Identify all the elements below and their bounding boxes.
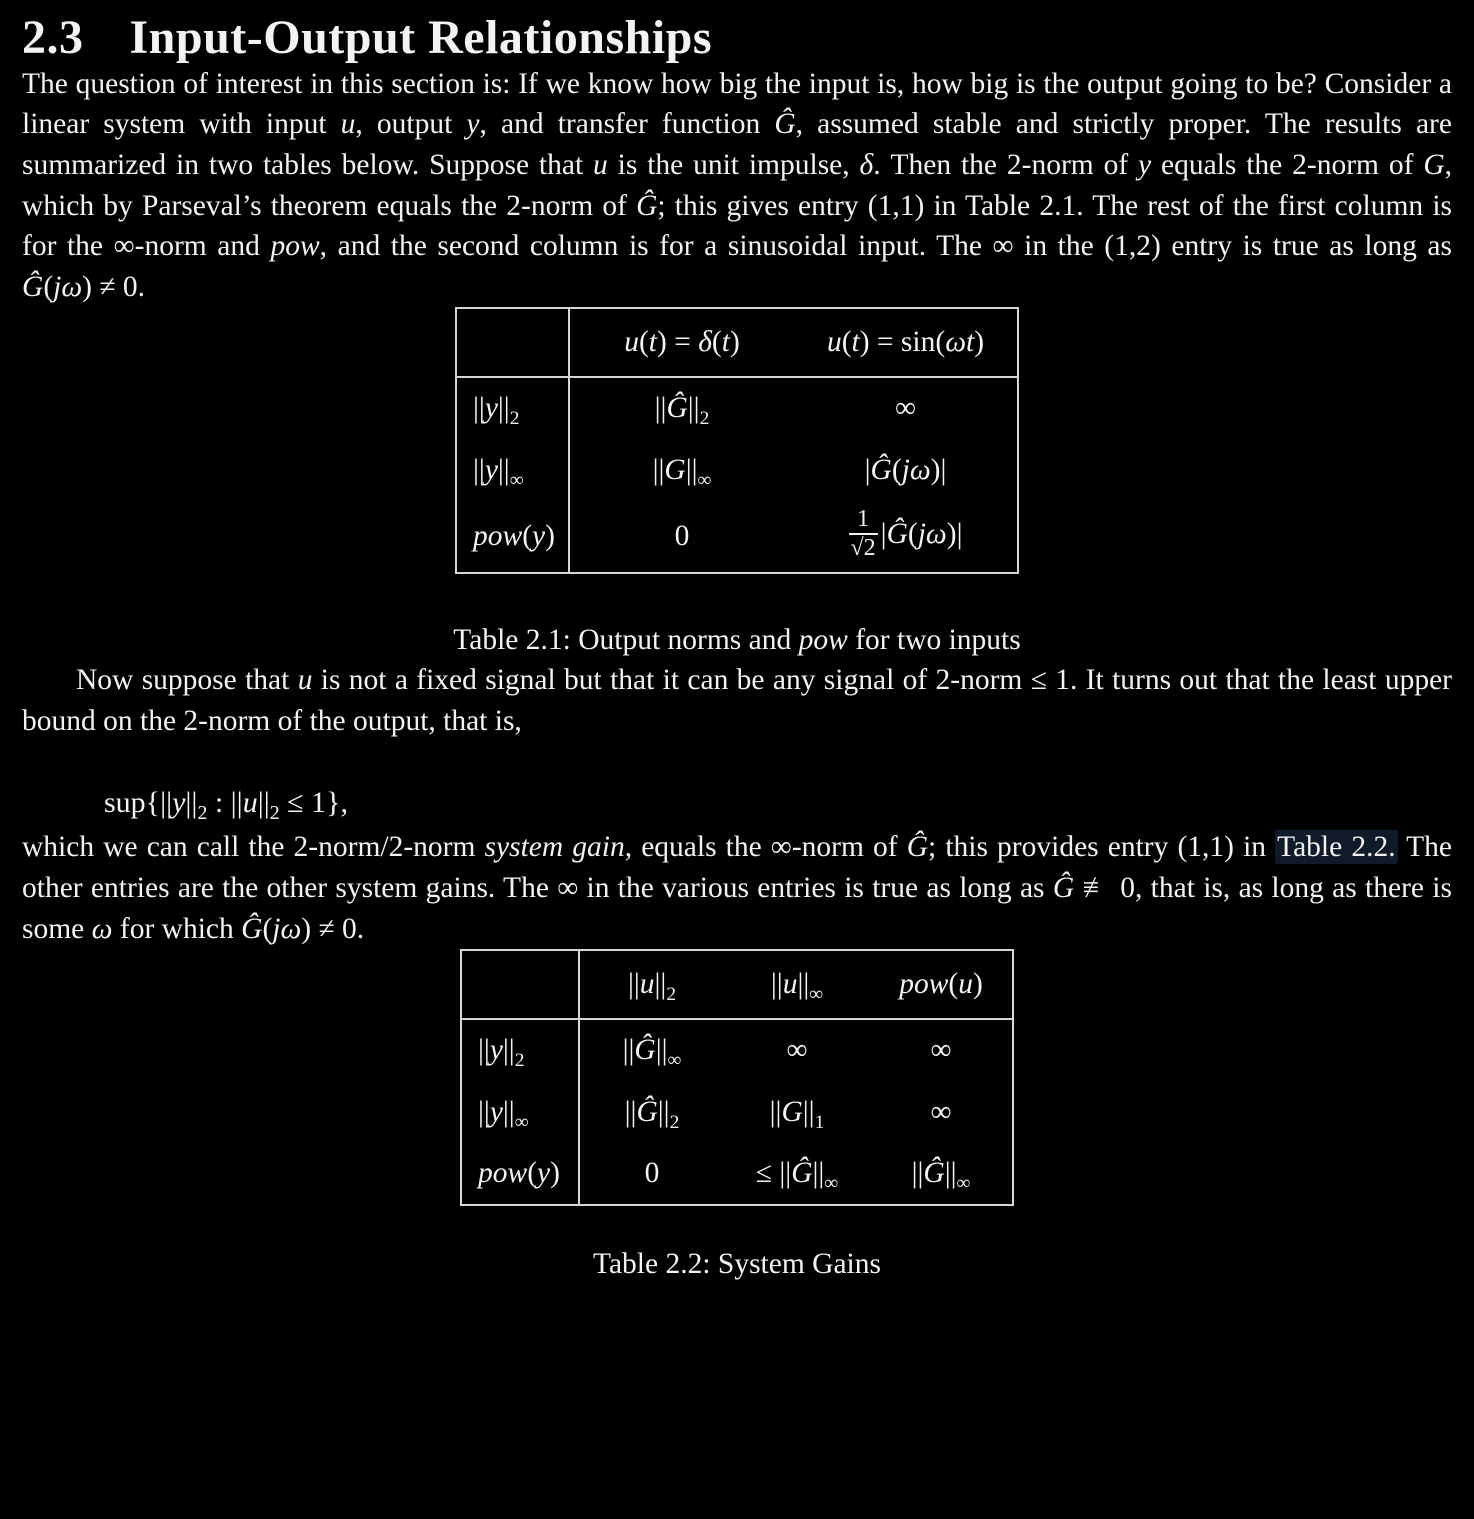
col-header-impulse-input: u(t) = δ(t) [624,326,740,359]
table-cell: $||G||_\infty$ [652,453,712,491]
table-header-row [461,950,1013,1019]
table-cell: $||Ĝ||_\infty$ [911,1157,971,1194]
col-header-pow-u: pow(u) [899,968,983,1001]
table-cell: ≤ $||Ĝ||_\infty$ [755,1157,839,1194]
table-cell: $||G||_1$ [769,1095,825,1133]
paragraph-text: which we can call the 2-norm/2-norm system gain, equals the ∞-norm of Ĝ; this provides entry (1,1) in [22,831,1276,864]
table-header-row [456,308,1018,377]
table-cell: ∞ [930,1095,952,1128]
table-cell: $||Ĝ||_2$ [654,392,710,430]
table-corner-cell [456,308,569,377]
table-system-gains [460,949,1014,1206]
table-2-2-caption: Table 2.2: System Gains [593,1248,881,1281]
paragraph-text: The other entries are the other system gains. The ∞ in the various entries is true as long as Ĝ ≢ 0, that is, as long as there is some ω for which Ĝ(jω) ≠ 0. [22,831,1453,945]
table-2-2-reference-link[interactable]: Table 2.2. [1277,831,1396,864]
col-header-u-2norm: $||u||_2$ [627,968,677,1005]
table-row [461,1019,1013,1081]
table-cell: 0 [644,1157,660,1190]
paragraph-system-gain [22,827,1452,949]
row-label-y-infnorm: $||y||_\infty$ [461,1081,579,1143]
row-label-y-2norm: $||y||_2$ [461,1019,579,1081]
table-output-norms [455,307,1019,574]
table-cell: $||Ĝ||_2$ [624,1095,680,1133]
row-label-pow-y: pow(y) [456,501,569,573]
table-cell: |Ĝ(jω)| [864,453,947,486]
table-row [461,1143,1013,1205]
table-2-1-caption: Table 2.1: Output norms and pow for two inputs [453,624,1021,657]
sup-norm-equation: $sup\{||y||_2$ : $||u||_2 \le 1$}, [104,786,348,825]
section-number: 2.3 [22,11,84,64]
row-label-y-infnorm: $||y||_\infty$ [456,439,569,501]
table-row [456,377,1018,439]
section-heading [22,0,1452,64]
paragraph-suppose: Now suppose that u is not a fixed signal but that it can be any signal of 2-norm ≤ 1. It turns out that the least upper bound on the 2-norm of the output, that is, [22,664,1452,737]
table-cell: ∞ [894,392,917,425]
table-corner-cell [461,950,579,1019]
table-cell: 0 [674,520,690,553]
col-header-sinusoid-input: u(t) = sin(ωt) [826,326,985,359]
row-label-y-2norm: $||y||_2$ [456,377,569,439]
table-cell: $\frac{1}{√2}$ |Ĝ(jω)| [850,506,963,562]
table-row [456,439,1018,501]
col-header-u-infnorm: $||u||_\infty$ [770,968,824,1005]
table-cell: ∞ [930,1034,952,1067]
table-cell: $||Ĝ||_\infty$ [622,1034,682,1071]
section-title: Input-Output Relationships [129,11,713,64]
paragraph-intro: The question of interest in this section is: If we know how big the input is, how big is the output going to be? Consider a linear system with input u, output y, and transfer function Ĝ, assumed stable and strictly proper. The results are summarized in two tables below. Suppose that u is the unit impulse, δ. Then the 2-norm of y equals the 2-norm of G, which by Parseval’s theorem equals the 2-norm of Ĝ; this gives entry (1,1) in Table 2.1. The rest of the first column is for the ∞-norm and pow, and the second column is for a sinusoidal input. The ∞ in the (1,2) entry is true as long as Ĝ(jω) ≠ 0. [22,67,1453,303]
table-cell: ∞ [786,1034,808,1067]
table-row [461,1081,1013,1143]
row-label-pow-y: pow(y) [461,1143,579,1205]
table-row [456,501,1018,573]
